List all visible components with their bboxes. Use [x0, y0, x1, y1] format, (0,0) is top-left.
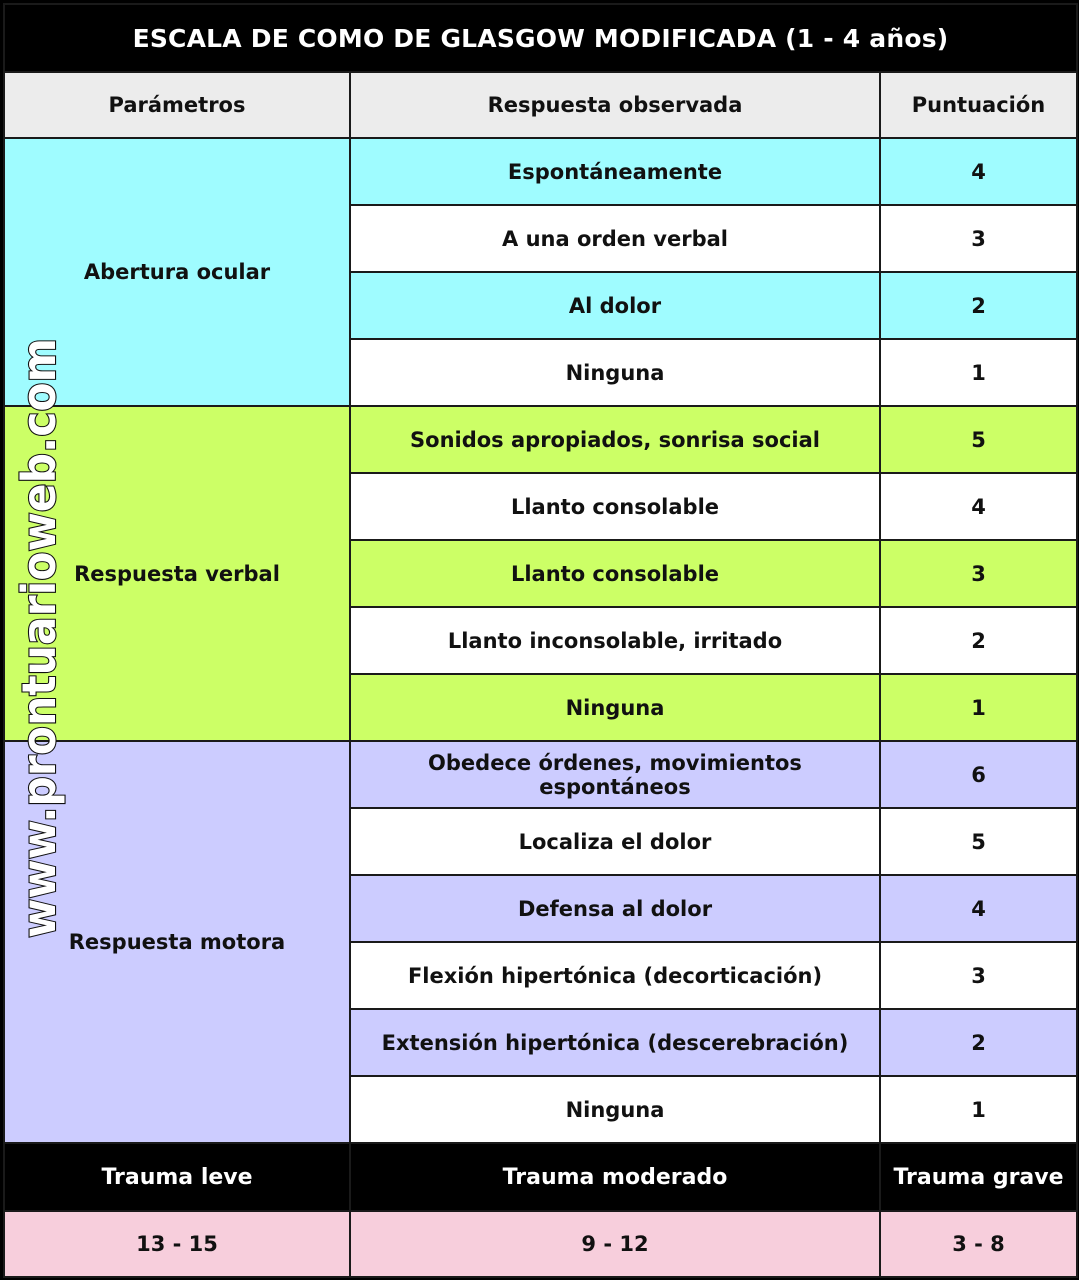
score-cell: 2: [880, 607, 1077, 674]
response-cell: Obedece órdenes, movimientos espontáneos: [350, 741, 880, 808]
response-cell: Defensa al dolor: [350, 875, 880, 942]
param-respuesta-verbal: Respuesta verbal: [4, 406, 350, 741]
response-cell: Flexión hipertónica (decorticación): [350, 942, 880, 1009]
score-cell: 1: [880, 1076, 1077, 1143]
score-cell: 2: [880, 1009, 1077, 1076]
score-cell: 1: [880, 339, 1077, 406]
header-parametros: Parámetros: [4, 72, 350, 138]
score-cell: 4: [880, 875, 1077, 942]
table-row: [4, 138, 1077, 205]
score-cell: 2: [880, 272, 1077, 339]
trauma-moderado-range: 9 - 12: [350, 1211, 880, 1277]
param-abertura-ocular: Abertura ocular: [4, 138, 350, 406]
score-cell: 3: [880, 942, 1077, 1009]
trauma-header-row: [4, 1143, 1077, 1211]
trauma-grave-label: Trauma grave: [880, 1143, 1077, 1211]
response-cell: Al dolor: [350, 272, 880, 339]
score-cell: 1: [880, 674, 1077, 741]
response-cell: Llanto consolable: [350, 540, 880, 607]
header-row: [4, 72, 1077, 138]
score-cell: 5: [880, 406, 1077, 473]
response-cell: Ninguna: [350, 339, 880, 406]
watermark-text: www.prontuarioweb.com: [12, 333, 66, 938]
table-row: [4, 406, 1077, 473]
response-cell: Extensión hipertónica (descerebración): [350, 1009, 880, 1076]
score-cell: 5: [880, 808, 1077, 875]
score-cell: 3: [880, 540, 1077, 607]
header-puntuacion: Puntuación: [880, 72, 1077, 138]
score-cell: 6: [880, 741, 1077, 808]
table-title: ESCALA DE COMO DE GLASGOW MODIFICADA (1 - 4 años): [4, 4, 1077, 72]
trauma-grave-range: 3 - 8: [880, 1211, 1077, 1277]
response-cell: Ninguna: [350, 1076, 880, 1143]
trauma-leve-range: 13 - 15: [4, 1211, 350, 1277]
header-respuesta: Respuesta observada: [350, 72, 880, 138]
trauma-range-row: [4, 1211, 1077, 1277]
response-cell: Sonidos apropiados, sonrisa social: [350, 406, 880, 473]
title-row: [4, 4, 1077, 72]
response-cell: Llanto inconsolable, irritado: [350, 607, 880, 674]
score-cell: 3: [880, 205, 1077, 272]
param-respuesta-motora: Respuesta motora: [4, 741, 350, 1143]
trauma-leve-label: Trauma leve: [4, 1143, 350, 1211]
score-cell: 4: [880, 473, 1077, 540]
glasgow-table: [3, 3, 1078, 1278]
response-cell: Espontáneamente: [350, 138, 880, 205]
trauma-moderado-label: Trauma moderado: [350, 1143, 880, 1211]
response-cell: Llanto consolable: [350, 473, 880, 540]
response-cell: A una orden verbal: [350, 205, 880, 272]
table-row: [4, 741, 1077, 808]
response-cell: Ninguna: [350, 674, 880, 741]
response-cell: Localiza el dolor: [350, 808, 880, 875]
score-cell: 4: [880, 138, 1077, 205]
